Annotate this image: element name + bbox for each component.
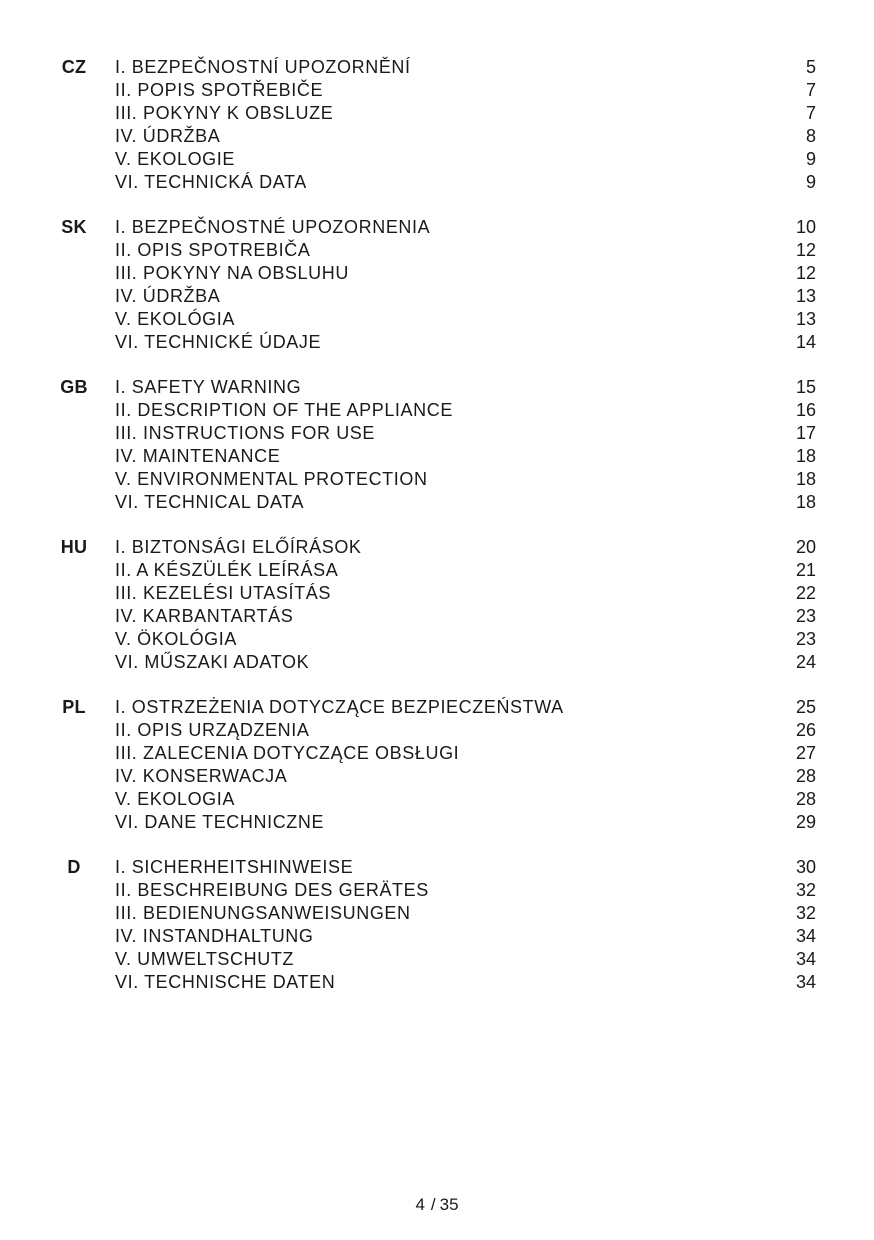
toc-entry-list [0, 536, 874, 674]
toc-entry-title: II. BESCHREIBUNG DES GERÄTES [115, 880, 429, 900]
toc-entry-page: 32 [795, 903, 816, 923]
toc-entry-page: 7 [805, 80, 816, 100]
toc-entry-title: I. SAFETY WARNING [115, 377, 302, 397]
toc-entry-page: 30 [795, 857, 816, 877]
language-code: GB [60, 377, 88, 397]
toc-entry-list [0, 696, 874, 834]
toc-entry [0, 696, 874, 719]
toc-entry-title: I. BEZPEČNOSTNÍ UPOZORNĚNÍ [115, 57, 411, 77]
toc-entry [0, 856, 874, 879]
toc-entry-title: I. BIZTONSÁGI ELŐÍRÁSOK [115, 537, 362, 557]
toc-entry-title: IV. MAINTENANCE [115, 446, 281, 466]
toc-entry-title: I. SICHERHEITSHINWEISE [115, 857, 354, 877]
toc-entry-title: III. POKYNY K OBSLUZE [115, 103, 334, 123]
toc-entry-title: III. ZALECENIA DOTYCZĄCE OBSŁUGI [115, 743, 460, 763]
page-number [0, 1194, 874, 1216]
table-of-contents [0, 56, 874, 1016]
toc-entry-title: V. EKOLOGIE [115, 149, 235, 169]
toc-entry-title: II. DESCRIPTION OF THE APPLIANCE [115, 400, 453, 420]
toc-entry-page: 21 [795, 560, 816, 580]
toc-entry-page: 34 [795, 949, 816, 969]
toc-entry-page: 5 [805, 57, 816, 77]
toc-entry-title: III. KEZELÉSI UTASÍTÁS [115, 583, 331, 603]
toc-entry-list [0, 376, 874, 514]
toc-entry-page: 13 [795, 286, 816, 306]
toc-entry-title: VI. DANE TECHNICZNE [115, 812, 325, 832]
toc-entry-title: I. OSTRZEŻENIA DOTYCZĄCE BEZPIECZEŃSTWA [115, 697, 564, 717]
page-separator: / [430, 1195, 436, 1214]
toc-entry-title: IV. KONSERWACJA [115, 766, 288, 786]
language-code: PL [62, 697, 86, 717]
toc-entry-list [0, 856, 874, 994]
toc-entry [0, 559, 874, 582]
toc-entry [0, 468, 874, 491]
toc-entry-page: 20 [795, 537, 816, 557]
toc-entry [0, 948, 874, 971]
toc-entry-page: 23 [795, 606, 816, 626]
toc-entry [0, 331, 874, 354]
toc-entry-page: 7 [805, 103, 816, 123]
toc-entry-title: VI. TECHNICKÉ ÚDAJE [115, 332, 322, 352]
toc-section-hu [0, 536, 874, 674]
toc-entry [0, 765, 874, 788]
toc-entry-page: 34 [795, 972, 816, 992]
toc-entry-list [0, 56, 874, 194]
toc-entry-page: 23 [795, 629, 816, 649]
toc-entry-title: VI. TECHNICAL DATA [115, 492, 305, 512]
toc-entry-title: IV. ÚDRŽBA [115, 286, 221, 306]
toc-entry-page: 34 [795, 926, 816, 946]
toc-entry [0, 902, 874, 925]
toc-entry-page: 25 [795, 697, 816, 717]
toc-entry-title: III. POKYNY NA OBSLUHU [115, 263, 349, 283]
toc-entry [0, 79, 874, 102]
toc-entry-list [0, 216, 874, 354]
toc-entry-page: 10 [795, 217, 816, 237]
toc-entry-page: 16 [795, 400, 816, 420]
toc-entry [0, 879, 874, 902]
toc-section-cz [0, 56, 874, 194]
toc-entry-title: II. A KÉSZÜLÉK LEÍRÁSA [115, 560, 339, 580]
toc-entry-title: II. OPIS SPOTREBIČA [115, 240, 311, 260]
toc-entry [0, 102, 874, 125]
toc-entry [0, 308, 874, 331]
toc-entry [0, 285, 874, 308]
toc-entry [0, 56, 874, 79]
toc-entry-title: VI. TECHNICKÁ DATA [115, 172, 307, 192]
toc-entry-title: II. POPIS SPOTŘEBIČE [115, 80, 324, 100]
toc-entry [0, 376, 874, 399]
toc-entry [0, 125, 874, 148]
toc-entry [0, 216, 874, 239]
toc-entry-title: IV. KARBANTARTÁS [115, 606, 294, 626]
toc-entry [0, 925, 874, 948]
toc-entry [0, 148, 874, 171]
toc-entry-page: 29 [795, 812, 816, 832]
toc-entry-title: II. OPIS URZĄDZENIA [115, 720, 310, 740]
toc-entry [0, 536, 874, 559]
toc-entry [0, 719, 874, 742]
toc-entry [0, 445, 874, 468]
toc-entry [0, 605, 874, 628]
toc-entry-page: 9 [805, 149, 816, 169]
toc-section-d [0, 856, 874, 994]
total-pages: 35 [439, 1195, 459, 1214]
toc-entry [0, 491, 874, 514]
toc-entry-page: 17 [795, 423, 816, 443]
toc-entry-page: 24 [795, 652, 816, 672]
toc-entry-page: 18 [795, 469, 816, 489]
toc-entry [0, 239, 874, 262]
toc-entry-page: 22 [795, 583, 816, 603]
toc-entry-title: V. ÖKOLÓGIA [115, 629, 237, 649]
toc-entry [0, 628, 874, 651]
toc-entry-title: VI. MŰSZAKI ADATOK [115, 652, 310, 672]
language-code: SK [61, 217, 87, 237]
toc-entry-page: 14 [795, 332, 816, 352]
toc-entry-title: I. BEZPEČNOSTNÉ UPOZORNENIA [115, 217, 431, 237]
toc-entry [0, 422, 874, 445]
toc-entry-title: IV. ÚDRŽBA [115, 126, 221, 146]
toc-entry-page: 18 [795, 446, 816, 466]
toc-entry [0, 399, 874, 422]
toc-entry [0, 651, 874, 674]
toc-entry [0, 971, 874, 994]
toc-entry [0, 742, 874, 765]
toc-section-sk [0, 216, 874, 354]
toc-entry-title: III. BEDIENUNGSANWEISUNGEN [115, 903, 411, 923]
toc-entry-title: IV. INSTANDHALTUNG [115, 926, 314, 946]
toc-entry-title: V. UMWELTSCHUTZ [115, 949, 295, 969]
toc-entry [0, 582, 874, 605]
toc-entry-page: 28 [795, 766, 816, 786]
toc-entry-page: 8 [805, 126, 816, 146]
toc-entry [0, 171, 874, 194]
toc-section-gb [0, 376, 874, 514]
toc-entry-page: 32 [795, 880, 816, 900]
toc-entry-page: 9 [805, 172, 816, 192]
language-code: D [67, 857, 81, 877]
toc-entry-page: 12 [795, 240, 816, 260]
toc-entry-page: 15 [795, 377, 816, 397]
toc-entry-title: VI. TECHNISCHE DATEN [115, 972, 336, 992]
toc-entry-page: 18 [795, 492, 816, 512]
current-page: 4 [415, 1195, 425, 1214]
toc-entry-title: III. INSTRUCTIONS FOR USE [115, 423, 376, 443]
toc-entry [0, 262, 874, 285]
toc-entry-title: V. EKOLOGIA [115, 789, 235, 809]
toc-entry-page: 12 [795, 263, 816, 283]
language-code: CZ [61, 57, 87, 77]
toc-entry-page: 13 [795, 309, 816, 329]
toc-entry-title: V. ENVIRONMENTAL PROTECTION [115, 469, 428, 489]
toc-entry-page: 26 [795, 720, 816, 740]
toc-entry-title: V. EKOLÓGIA [115, 309, 235, 329]
toc-entry [0, 811, 874, 834]
language-code: HU [60, 537, 88, 557]
toc-entry-page: 27 [795, 743, 816, 763]
toc-section-pl [0, 696, 874, 834]
toc-entry-page: 28 [795, 789, 816, 809]
toc-entry [0, 788, 874, 811]
